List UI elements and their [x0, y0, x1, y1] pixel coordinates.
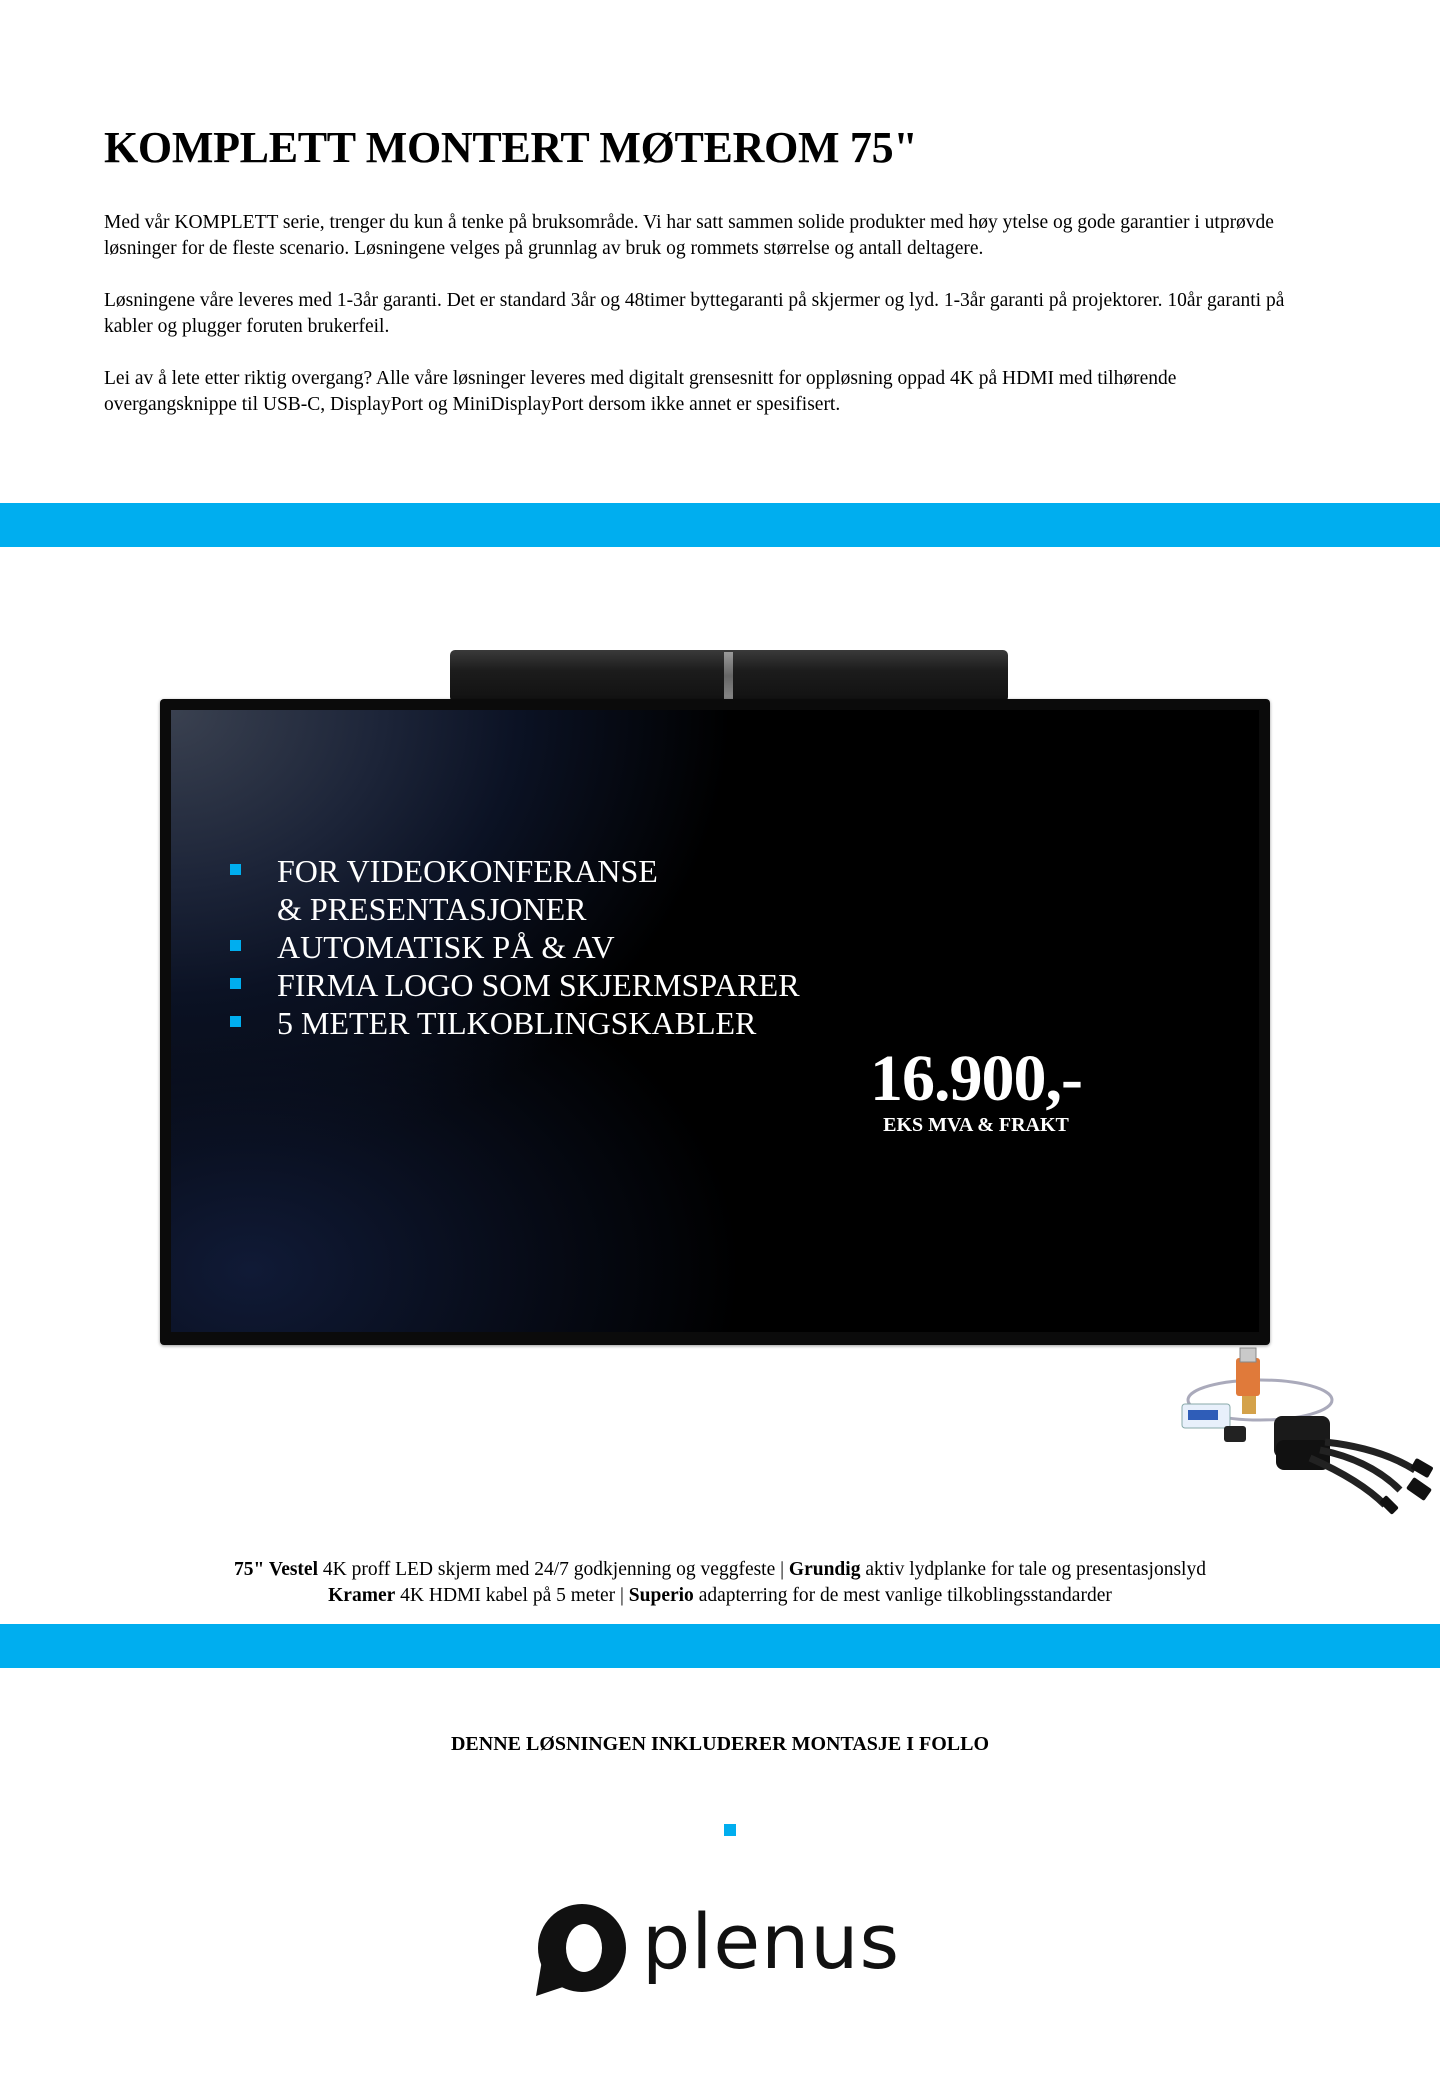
feature-item [230, 1004, 800, 1042]
square-bullet-icon [230, 864, 241, 875]
feature-item [230, 966, 800, 1004]
feature-label: & PRESENTASJONER [277, 891, 587, 927]
soundbar-led [724, 652, 733, 700]
feature-label: FIRMA LOGO SOM SKJERMSPARER [277, 967, 800, 1003]
plenus-logo-mark-icon [532, 1900, 632, 2010]
intro-paragraph: Lei av å lete etter riktig overgang? Alle våre løsninger leveres med digitalt grensesnitt for oppløsning oppad 4K på HDMI med tilhørende overgangsknippe til USB-C, DisplayPort og MiniDisplayPort dersom ikke annet er spesifisert. [104, 368, 1177, 415]
feature-label: AUTOMATISK PÅ & AV [277, 929, 615, 965]
soundbar-image [450, 650, 1008, 702]
product-brand: Superio [628, 1585, 694, 1606]
plenus-logo [532, 1897, 922, 2010]
product-text: adapterring for de mest vanlige tilkoblingsstandarder [693, 1585, 1112, 1606]
adapter-ring-icon [1180, 1340, 1440, 1520]
product-text: aktiv lydplanke for tale og presentasjonslyd [860, 1559, 1206, 1580]
logo-wordmark: plenus [642, 1897, 901, 1986]
feature-item [230, 852, 800, 928]
square-bullet-icon [230, 1016, 241, 1027]
feature-label: 5 METER TILKOBLINGSKABLER [277, 1005, 757, 1041]
feature-item [230, 928, 800, 966]
intro-paragraph: Løsningene våre leveres med 1-3år garanti. Det er standard 3år og 48timer byttegaranti på skjermer og lyd. 1-3år garanti på projektorer. 10år garanti på kabler og plugger foruten brukerfeil. [104, 290, 1285, 337]
accent-band-top [0, 503, 1440, 547]
intro-text [104, 210, 1304, 444]
product-brand: 75" Vestel [234, 1559, 318, 1580]
product-description [0, 1557, 1440, 1609]
feature-list [230, 852, 800, 1042]
product-line [0, 1583, 1440, 1609]
square-bullet-icon [230, 940, 241, 951]
square-bullet-icon [230, 978, 241, 989]
square-marker-icon [724, 1824, 736, 1836]
intro-paragraph: Med vår KOMPLETT serie, trenger du kun å tenke på bruksområde. Vi har satt sammen solide produkter med høy ytelse og gode garantier i utprøvde løsninger for de fleste scenario. Løsningene velges på grunnlag av bruk og rommets størrelse og antall deltagere. [104, 212, 1274, 259]
product-brand: Grundig [788, 1559, 861, 1580]
product-text: 4K HDMI kabel på 5 meter | [395, 1585, 629, 1606]
price-value: 16.900,- [870, 1042, 1082, 1115]
page-title: KOMPLETT MONTERT MØTEROM 75" [104, 123, 918, 172]
tv-screen [171, 710, 1259, 1332]
product-brand: Kramer [328, 1585, 396, 1606]
price-block [861, 1042, 1091, 1137]
feature-label: FOR VIDEOKONFERANSE [277, 853, 658, 889]
product-text: 4K proff LED skjerm med 24/7 godkjenning og veggfeste | [318, 1559, 789, 1580]
accent-band-bottom [0, 1624, 1440, 1668]
tv-display [160, 699, 1270, 1345]
product-line [0, 1557, 1440, 1583]
price-note: EKS MVA & FRAKT [883, 1114, 1069, 1136]
install-note: DENNE LØSNINGEN INKLUDERER MONTASJE I FOLLO [450, 1733, 990, 1755]
